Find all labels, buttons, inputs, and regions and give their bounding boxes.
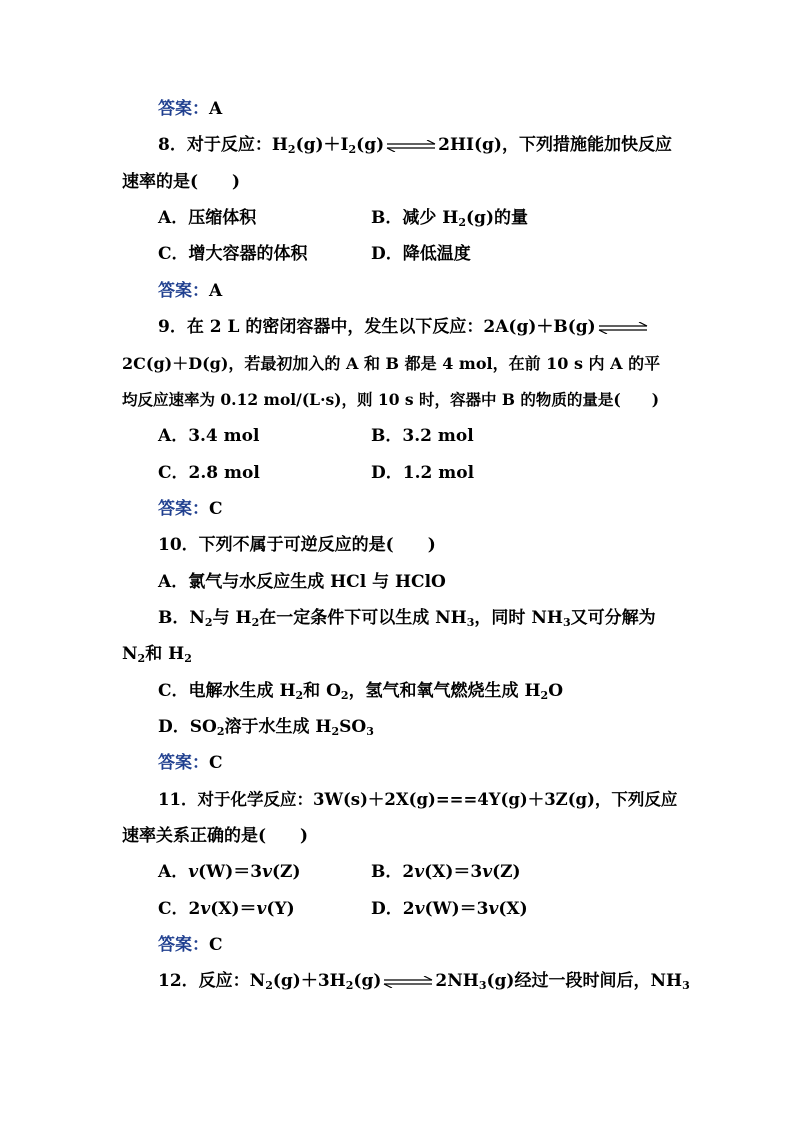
- question-12-stem: 12．反应：$N_2(g)+3H_2(g)$ $2NH_3(g)$经过一段时间后，$NH_3$: [158, 971, 690, 992]
- question-10-option-c: C．电解水生成 $H_2$和 $O_2$，氢气和氧气燃烧生成 $H_2O$: [158, 681, 564, 702]
- question-10-option-a: A．氯气与水反应生成 HCl 与 HClO: [158, 572, 446, 592]
- question-10-stem: 10．下列不属于可逆反应的是( ): [158, 535, 436, 555]
- question-8-stem-2: 速率的是( ): [122, 172, 241, 192]
- answer-q11: 答案：C: [158, 935, 223, 955]
- question-9-stem: 9．在 2 L 的密闭容器中，发生以下反应：2A(g)＋B(g): [158, 315, 650, 339]
- question-11-stem-2: 速率关系正确的是( ): [122, 826, 309, 846]
- question-11-options-ab: A．v(W)＝3v(Z) B．2v(X)＝3v(Z): [158, 862, 521, 882]
- question-11-stem: 11．对于化学反应：3W(s)＋2X(g)===4Y(g)＋3Z(g)，下列反应: [158, 790, 678, 809]
- answer-q10: 答案：C: [158, 753, 223, 773]
- question-9-options-ab: A．3.4 mol B．3.2 mol: [158, 426, 474, 446]
- answer-q7: 答案：A: [158, 99, 223, 119]
- question-8-options-cd: C．增大容器的体积 D．降低温度: [158, 244, 471, 264]
- question-9-stem-3: 均反应速率为 0.12 mol/(L·s)，则 10 s 时，容器中 B 的物质的量是( ): [122, 390, 660, 409]
- question-11-options-cd: C．2v(X)＝v(Y) D．2v(W)＝3v(X): [158, 899, 528, 919]
- question-8-options-ab: A．压缩体积 B．减少 $H_2(g)$的量: [158, 208, 528, 229]
- question-10-option-b: B．$N_2$与 $H_2$在一定条件下可以生成 $NH_3$，同时 $NH_3$又可分解为: [158, 608, 656, 629]
- question-8-stem: 8．对于反应：$H_2(g)+I_2(g)$ 2HI(g)，下列措施能加快反应: [158, 135, 672, 156]
- question-9-stem-2: 2C(g)＋D(g)，若最初加入的 A 和 B 都是 4 mol，在前 10 s 内 A 的平: [122, 354, 661, 373]
- reversible-arrow-icon: [597, 322, 649, 334]
- question-10-option-b-2: $N_2$和 $H_2$: [122, 644, 192, 665]
- question-10-option-d: D．$SO_2$溶于水生成 $H_2SO_3$: [158, 717, 374, 738]
- question-9-options-cd: C．2.8 mol D．1.2 mol: [158, 463, 475, 483]
- answer-q8: 答案：A: [158, 281, 223, 301]
- reversible-arrow-icon: [382, 976, 434, 988]
- answer-q9: 答案：C: [158, 499, 223, 519]
- reversible-arrow-icon: [385, 140, 437, 152]
